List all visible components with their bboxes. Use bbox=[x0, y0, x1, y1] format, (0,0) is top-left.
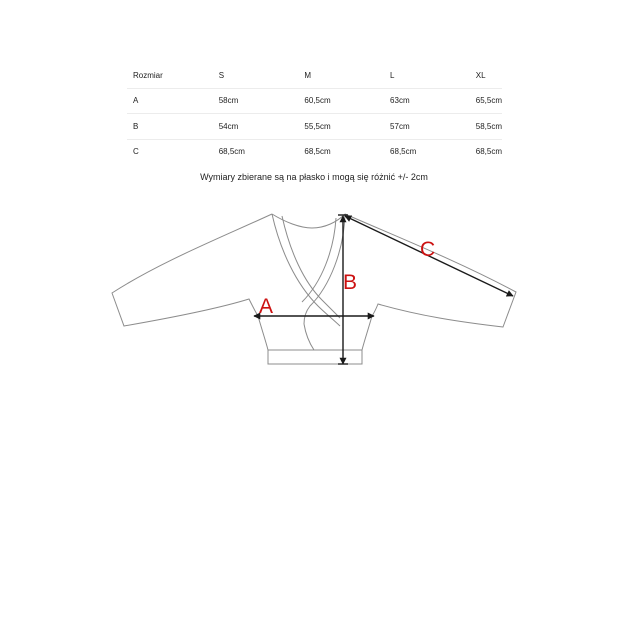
table-cell: 54cm bbox=[213, 114, 299, 140]
label-a: A bbox=[259, 295, 274, 318]
table-cell: 68,5cm bbox=[475, 147, 502, 157]
waistband-edge bbox=[304, 324, 314, 350]
table-cell: 68,5cm bbox=[304, 147, 331, 157]
wrap-cross-inner bbox=[302, 218, 336, 302]
waistband bbox=[268, 350, 362, 364]
wrap-front-outer bbox=[272, 214, 340, 326]
left-body-side bbox=[258, 316, 268, 350]
table-cell: B bbox=[127, 114, 213, 140]
wrap-cross-outer bbox=[304, 214, 345, 324]
header-cell: L bbox=[384, 63, 470, 88]
table-cell: 68,5cm bbox=[390, 147, 417, 157]
garment-outline bbox=[112, 214, 516, 364]
measurement-note: Wymiary zbierane są na płasko i mogą się różnić +/- 2cm bbox=[200, 172, 428, 182]
label-b: B bbox=[343, 271, 358, 294]
table-cell: 60,5cm bbox=[298, 88, 384, 114]
table-cell: 58,5cm bbox=[470, 114, 502, 140]
table-cell: A bbox=[127, 88, 213, 114]
table-cell: C bbox=[133, 147, 139, 157]
right-body-side bbox=[362, 316, 372, 350]
left-sleeve bbox=[112, 214, 272, 326]
header-cell: XL bbox=[470, 63, 502, 88]
table-cell: 55,5cm bbox=[298, 114, 384, 140]
table-cell: 57cm bbox=[384, 114, 470, 140]
right-sleeve bbox=[345, 214, 516, 327]
measurement-lines bbox=[254, 215, 513, 364]
label-c: C bbox=[420, 238, 436, 261]
table-cell: 68,5cm bbox=[218, 147, 245, 157]
table-cell: 63cm bbox=[384, 88, 470, 114]
table-cell: 58cm bbox=[213, 88, 299, 114]
header-cell: Rozmiar bbox=[127, 63, 213, 88]
header-cell: S bbox=[213, 63, 299, 88]
table-cell: 65,5cm bbox=[470, 88, 502, 114]
header-cell: M bbox=[298, 63, 384, 88]
